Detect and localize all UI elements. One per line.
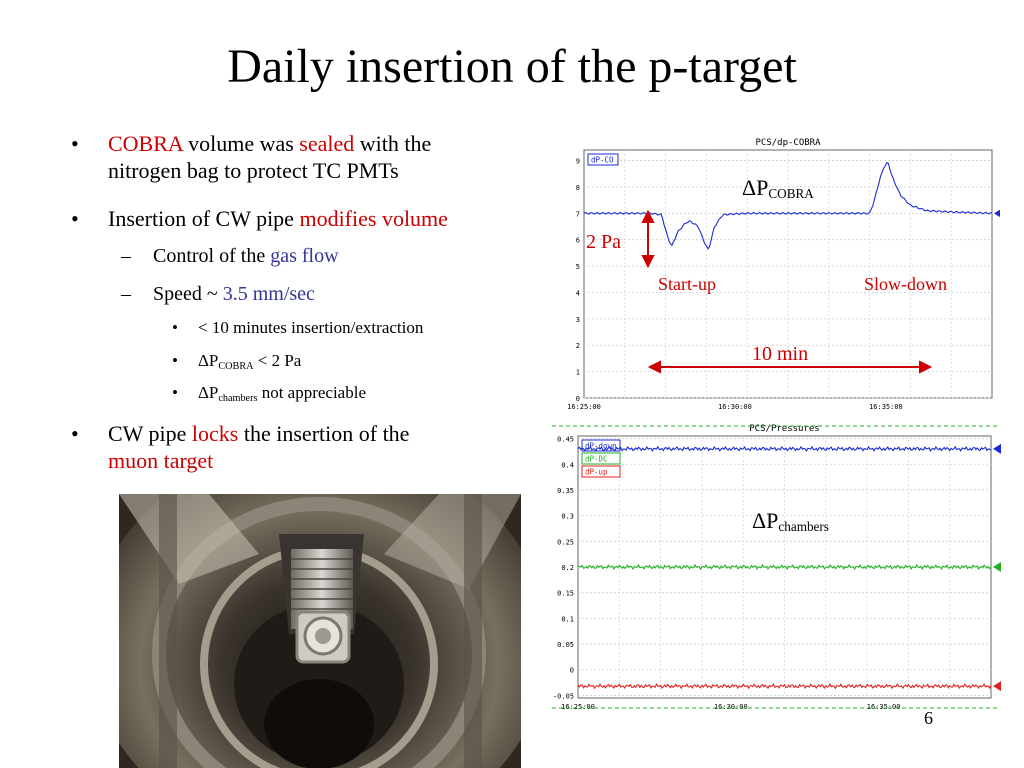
y-tick-label: 0 [575, 395, 580, 403]
bullet-dot: • [172, 383, 178, 402]
text-cw-pipe: CW pipe [108, 421, 192, 446]
y-tick-label: 0.35 [557, 486, 574, 495]
series-end-marker [994, 208, 1000, 218]
text-control-of-the: Control of the [153, 245, 271, 267]
x-tick-label: 16:25:00 [567, 403, 601, 411]
text-dp: ΔP [742, 175, 769, 200]
sub2-item-dp-chambers [172, 382, 366, 409]
text-ten-minutes: < 10 minutes insertion/extraction [198, 318, 424, 337]
chart-pressures-svg [548, 418, 1004, 714]
sub2-item-dp-cobra [172, 350, 302, 377]
y-tick-label: 7 [575, 210, 580, 219]
text-dp: ΔP [752, 508, 779, 533]
y-tick-label: -0.05 [552, 692, 574, 701]
sub2-item-minutes [172, 317, 424, 338]
y-tick-label: 9 [575, 157, 580, 166]
y-tick-label: 0.25 [557, 538, 574, 547]
text-insertion-of-cw: Insertion of CW pipe [108, 206, 300, 231]
bullet-dot: • [71, 206, 79, 231]
series-end-marker [993, 562, 1001, 572]
series-end-marker [993, 681, 1001, 691]
label-slow-down: Slow-down [864, 274, 948, 294]
bullet-dot: • [172, 318, 178, 337]
y-tick-label: 0.15 [557, 589, 574, 598]
y-tick-label: 0.45 [557, 435, 574, 444]
text-chambers-subscript: chambers [778, 519, 829, 534]
text-gas-flow: gas flow [270, 245, 339, 267]
label-start-up: Start-up [658, 274, 716, 294]
bullet-dot: • [71, 131, 79, 156]
text-cobra-subscript: COBRA [218, 361, 254, 372]
text-sealed: sealed [299, 131, 355, 156]
text-muon-target: muon target [108, 448, 214, 473]
detector-bore-image [119, 494, 521, 768]
sub-bullet-speed [121, 282, 315, 306]
y-tick-label: 4 [575, 289, 580, 298]
label-dp-cobra [742, 175, 814, 202]
y-tick-label: 0.2 [561, 564, 574, 572]
text-speed: Speed ~ [153, 283, 223, 305]
x-tick-label: 16:30:00 [718, 403, 752, 411]
legend-entry: dP-up [585, 467, 608, 477]
bullet-dot: • [172, 351, 178, 370]
bullet-dot: • [71, 421, 79, 446]
detector-photo [119, 494, 521, 768]
x-tick-label: 16:30:00 [713, 703, 748, 711]
label-dp-chambers [752, 508, 829, 535]
sub-bullet-gas-flow [121, 244, 339, 268]
text-modifies-volume: modifies volume [299, 206, 448, 231]
text-dp: ΔP [198, 383, 219, 402]
text-cobra-subscript: COBRA [768, 186, 814, 201]
y-tick-label: 0.4 [561, 461, 574, 470]
series-end-marker [993, 444, 1001, 454]
chart-title: PCS/dp-COBRA [755, 138, 821, 148]
page-number: 6 [924, 708, 933, 728]
dash-marker: – [121, 283, 131, 305]
y-tick-label: 0 [569, 666, 574, 675]
y-tick-label: 2 [575, 342, 580, 351]
bullet-cw-locks [71, 420, 538, 474]
chart-title: PCS/Pressures [749, 424, 820, 434]
text-cobra: COBRA [108, 131, 183, 156]
y-tick-label: 0.3 [561, 512, 574, 521]
y-tick-label: 8 [575, 183, 580, 192]
y-tick-label: 5 [575, 263, 580, 272]
slide-title: Daily insertion of the p-target [227, 40, 797, 93]
legend-entry: dP-CO [591, 155, 614, 165]
x-tick-label: 16:35:00 [869, 403, 903, 411]
y-tick-label: 6 [575, 236, 580, 245]
bullet-insertion-cw [71, 205, 558, 232]
text-volume-was: volume was [182, 131, 300, 156]
y-tick-label: 0.05 [557, 641, 574, 650]
text-with-the: with the [354, 131, 432, 156]
text-nitrogen-bag: nitrogen bag to protect TC PMTs [108, 158, 399, 183]
bullet-cobra-sealed [71, 130, 548, 184]
text-dp: ΔP [198, 351, 219, 370]
y-tick-label: 0.1 [561, 615, 574, 624]
y-tick-label: 1 [575, 368, 580, 377]
label-2-pa: 2 Pa [586, 231, 621, 253]
text-lt-2pa: < 2 Pa [253, 351, 302, 370]
legend-entry: dP-down [585, 441, 617, 451]
dash-marker: – [121, 245, 131, 267]
text-locks: locks [191, 421, 239, 446]
x-tick-label: 16:25:00 [561, 703, 595, 711]
text-speed-value: 3.5 mm/sec [222, 283, 315, 305]
y-tick-label: 3 [575, 315, 580, 324]
x-tick-label: 16:35:00 [866, 703, 901, 711]
text-chambers-subscript: chambers [218, 393, 258, 404]
label-10-min: 10 min [752, 343, 809, 365]
text-insertion-of-the: the insertion of the [238, 421, 410, 446]
chart-pressures [548, 418, 1004, 718]
legend-entry: dP-DC [585, 454, 608, 464]
text-not-appreciable: not appreciable [257, 383, 366, 402]
